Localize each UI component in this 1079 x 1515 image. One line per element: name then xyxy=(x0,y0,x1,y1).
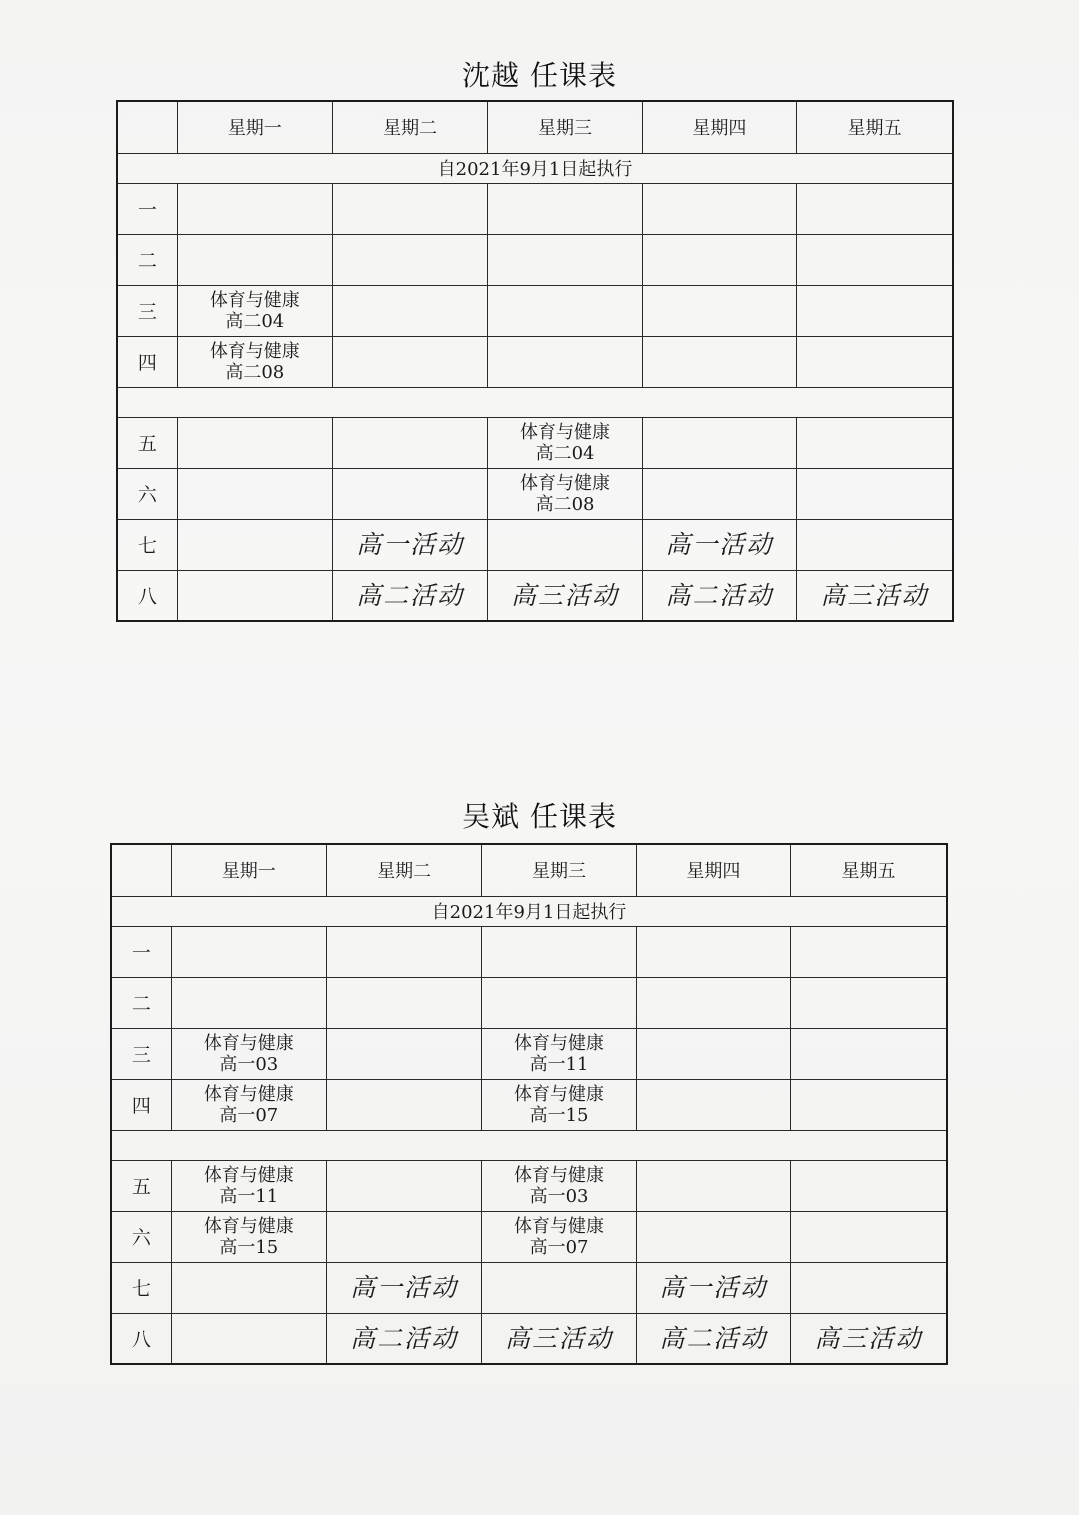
course-name: 体育与健康 xyxy=(520,421,611,443)
class-cell xyxy=(797,234,953,285)
class-cell xyxy=(171,926,326,977)
period-row xyxy=(117,417,953,468)
schedule-table xyxy=(116,100,954,622)
period-label: 六 xyxy=(111,1211,171,1262)
class-cell xyxy=(333,183,488,234)
header-row xyxy=(117,101,953,153)
handwritten-entry: 高三活动 xyxy=(797,570,953,621)
class-cell xyxy=(791,1028,947,1079)
effective-date: 自2021年9月1日起执行 xyxy=(117,153,953,183)
break-separator xyxy=(111,1130,947,1160)
class-group: 高二08 xyxy=(535,493,595,515)
class-cell xyxy=(797,183,953,234)
effective-date: 自2021年9月1日起执行 xyxy=(111,896,947,926)
period-row xyxy=(111,926,947,977)
handwritten-entry: 高三活动 xyxy=(488,570,642,621)
class-cell xyxy=(171,1262,326,1313)
class-cell xyxy=(333,234,488,285)
class-group: 高一15 xyxy=(219,1236,279,1258)
period-row xyxy=(117,234,953,285)
handwritten-entry: 高一活动 xyxy=(333,519,488,570)
handwritten-entry: 高二活动 xyxy=(642,570,796,621)
period-label: 三 xyxy=(117,285,177,336)
period-label: 一 xyxy=(117,183,177,234)
class-cell xyxy=(327,1211,482,1262)
class-cell xyxy=(327,977,482,1028)
class-cell xyxy=(797,285,953,336)
class-cell xyxy=(797,468,953,519)
class-cell xyxy=(642,285,796,336)
class-group: 高一03 xyxy=(219,1053,279,1075)
class-cell xyxy=(797,519,953,570)
class-cell xyxy=(171,1160,326,1211)
class-cell xyxy=(327,1160,482,1211)
period-label: 二 xyxy=(117,234,177,285)
period-label: 三 xyxy=(111,1028,171,1079)
period-label: 七 xyxy=(111,1262,171,1313)
sheet-title: 沈越 任课表 xyxy=(462,59,617,92)
period-label: 八 xyxy=(117,570,177,621)
period-row xyxy=(117,285,953,336)
period-label: 四 xyxy=(111,1079,171,1130)
class-cell xyxy=(482,1211,636,1262)
class-cell xyxy=(636,977,790,1028)
class-cell xyxy=(636,1079,790,1130)
class-cell xyxy=(488,519,642,570)
class-cell xyxy=(482,1160,636,1211)
class-group: 高一03 xyxy=(529,1185,589,1207)
day-header: 星期一 xyxy=(177,101,332,153)
class-cell xyxy=(177,285,332,336)
break-separator xyxy=(117,387,953,417)
class-cell xyxy=(177,183,332,234)
class-cell xyxy=(791,926,947,977)
handwritten-entry: 高一活动 xyxy=(327,1262,482,1313)
day-header: 星期四 xyxy=(642,101,796,153)
course-name: 体育与健康 xyxy=(514,1215,605,1237)
course-name: 体育与健康 xyxy=(520,472,611,494)
class-group: 高一11 xyxy=(219,1185,279,1207)
class-cell xyxy=(327,1079,482,1130)
period-label: 五 xyxy=(111,1160,171,1211)
class-cell xyxy=(791,977,947,1028)
header-row xyxy=(111,844,947,896)
class-group: 高一07 xyxy=(219,1104,279,1126)
period-label: 六 xyxy=(117,468,177,519)
class-cell xyxy=(177,570,332,621)
class-cell xyxy=(791,1211,947,1262)
handwritten-entry: 高三活动 xyxy=(791,1313,947,1364)
course-name: 体育与健康 xyxy=(203,1083,294,1105)
course-name: 体育与健康 xyxy=(209,340,300,362)
class-group: 高二08 xyxy=(225,361,285,383)
class-cell xyxy=(797,336,953,387)
period-row xyxy=(117,570,953,621)
handwritten-entry: 高二活动 xyxy=(333,570,488,621)
class-cell xyxy=(642,336,796,387)
period-row xyxy=(117,183,953,234)
period-row xyxy=(111,1079,947,1130)
class-cell xyxy=(482,1079,636,1130)
period-row xyxy=(111,1211,947,1262)
class-cell xyxy=(482,1028,636,1079)
class-cell xyxy=(177,468,332,519)
class-cell xyxy=(488,336,642,387)
class-cell xyxy=(171,1028,326,1079)
class-cell xyxy=(636,1028,790,1079)
class-group: 高二04 xyxy=(535,442,595,464)
class-cell xyxy=(488,183,642,234)
class-group: 高一07 xyxy=(529,1236,589,1258)
class-cell xyxy=(482,977,636,1028)
period-row xyxy=(111,1160,947,1211)
day-header: 星期五 xyxy=(797,101,953,153)
class-cell xyxy=(171,977,326,1028)
class-cell xyxy=(636,1211,790,1262)
period-row xyxy=(117,519,953,570)
class-cell xyxy=(642,234,796,285)
class-cell xyxy=(333,417,488,468)
period-label: 七 xyxy=(117,519,177,570)
handwritten-entry: 高一活动 xyxy=(636,1262,790,1313)
class-cell xyxy=(482,926,636,977)
class-cell xyxy=(177,417,332,468)
period-label: 八 xyxy=(111,1313,171,1364)
class-cell xyxy=(488,234,642,285)
day-header: 星期三 xyxy=(488,101,642,153)
day-header: 星期五 xyxy=(791,844,947,896)
class-group: 高二04 xyxy=(225,310,285,332)
course-name: 体育与健康 xyxy=(514,1032,605,1054)
handwritten-entry: 高一活动 xyxy=(642,519,796,570)
day-header: 星期三 xyxy=(482,844,636,896)
class-cell xyxy=(636,926,790,977)
period-label: 一 xyxy=(111,926,171,977)
period-row xyxy=(111,977,947,1028)
class-cell xyxy=(177,336,332,387)
course-name: 体育与健康 xyxy=(203,1164,294,1186)
period-row xyxy=(111,1262,947,1313)
period-row xyxy=(111,1028,947,1079)
period-row xyxy=(111,1313,947,1364)
course-name: 体育与健康 xyxy=(514,1164,605,1186)
day-header: 星期二 xyxy=(327,844,482,896)
course-name: 体育与健康 xyxy=(514,1083,605,1105)
schedule-table xyxy=(110,843,948,1365)
class-cell xyxy=(791,1262,947,1313)
class-cell xyxy=(642,183,796,234)
course-name: 体育与健康 xyxy=(209,289,300,311)
class-cell xyxy=(327,926,482,977)
handwritten-entry: 高三活动 xyxy=(482,1313,636,1364)
course-name: 体育与健康 xyxy=(203,1032,294,1054)
class-cell xyxy=(791,1079,947,1130)
class-group: 高一15 xyxy=(529,1104,589,1126)
period-label: 二 xyxy=(111,977,171,1028)
class-cell xyxy=(636,1160,790,1211)
day-header: 星期四 xyxy=(636,844,790,896)
class-cell xyxy=(177,519,332,570)
corner-cell xyxy=(111,844,171,896)
class-cell xyxy=(797,417,953,468)
lunch-break-row xyxy=(111,1130,947,1160)
class-cell xyxy=(482,1262,636,1313)
class-cell xyxy=(333,285,488,336)
sheet-title: 吴斌 任课表 xyxy=(462,800,617,833)
day-header: 星期二 xyxy=(333,101,488,153)
class-group: 高一11 xyxy=(529,1053,589,1075)
handwritten-entry: 高二活动 xyxy=(327,1313,482,1364)
lunch-break-row xyxy=(117,387,953,417)
class-cell xyxy=(171,1313,326,1364)
corner-cell xyxy=(117,101,177,153)
class-cell xyxy=(488,468,642,519)
course-name: 体育与健康 xyxy=(203,1215,294,1237)
class-cell xyxy=(327,1028,482,1079)
class-cell xyxy=(488,417,642,468)
class-cell xyxy=(333,468,488,519)
class-cell xyxy=(791,1160,947,1211)
class-cell xyxy=(177,234,332,285)
period-label: 五 xyxy=(117,417,177,468)
class-cell xyxy=(642,468,796,519)
handwritten-entry: 高二活动 xyxy=(636,1313,790,1364)
effective-date-row xyxy=(111,896,947,926)
class-cell xyxy=(333,336,488,387)
period-label: 四 xyxy=(117,336,177,387)
period-row xyxy=(117,468,953,519)
day-header: 星期一 xyxy=(171,844,326,896)
class-cell xyxy=(488,285,642,336)
class-cell xyxy=(171,1211,326,1262)
effective-date-row xyxy=(117,153,953,183)
class-cell xyxy=(171,1079,326,1130)
class-cell xyxy=(642,417,796,468)
period-row xyxy=(117,336,953,387)
